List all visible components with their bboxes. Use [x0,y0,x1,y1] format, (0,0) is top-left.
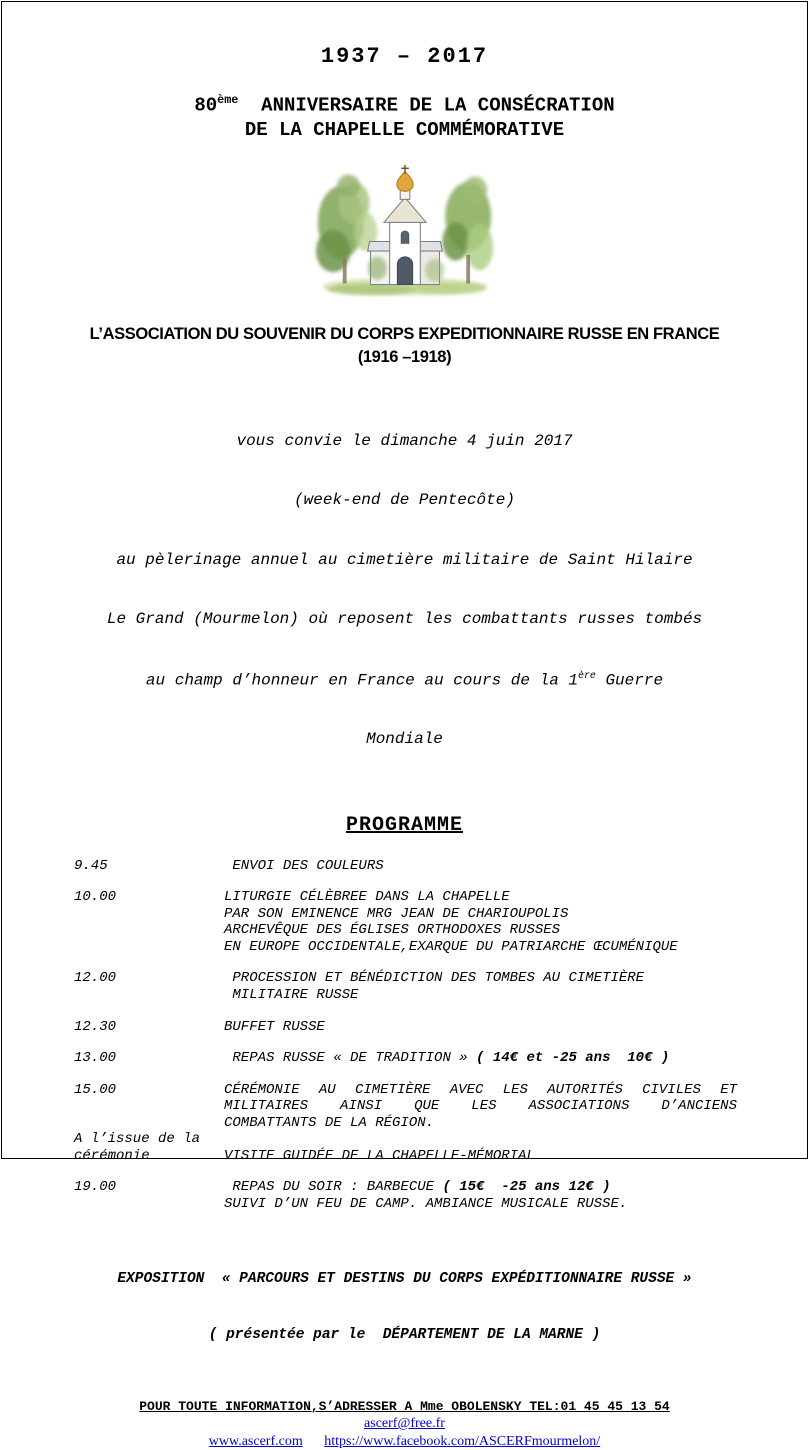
programme-item-description: VISITE GUIDÉE DE LA CHAPELLE-MÉMORIAL [224,1147,535,1164]
contact-info: POUR TOUTE INFORMATION,S’ADRESSER A Mme OBOLENSKY TEL:01 45 45 13 54 [139,1398,670,1414]
programme-item-description: REPAS RUSSE « DE TRADITION » ( 14€ et -25 ans 10€ ) [224,1050,670,1067]
chapel-door [397,257,412,285]
invitation-line: au champ d’honneur en France au cours de la 1ère Guerre [145,669,664,689]
facebook-link[interactable]: https://www.facebook.com/ASCERFmourmelon/ [324,1433,601,1449]
email-link[interactable]: ascerf@free.fr [364,1415,445,1431]
programme-item-time: 13.00 [74,1050,117,1067]
left-tree [315,175,376,273]
anniversary-title [2,93,807,143]
flyer-page [1,1,808,1449]
exposition-text [2,1232,807,1383]
anniversary-line-2: DE LA CHAPELLE COMMÉMORATIVE [244,119,565,142]
programme-item [74,889,737,955]
programme-item-time: 12.00 [74,970,117,987]
programme-item [74,1179,737,1212]
programme-item-description: CÉRÉMONIE AU CIMETIÈRE AVEC LES AUTORITÉS CIVILES ET MILITAIRES AINSI QUE LES ASSOCIATIONS D’ANCIENS COMBATTANTS DE LA RÉGION. [224,1081,737,1131]
years-title: 1937 – 2017 [320,44,489,69]
cross [401,165,409,174]
association-title [2,323,807,368]
association-name: L’ASSOCIATION DU SOUVENIR DU CORPS EXPEDITIONNAIRE RUSSE EN FRANCE [89,325,720,344]
programme-item-time: 15.00 [74,1081,117,1098]
programme-item-description: BUFFET RUSSE [224,1018,325,1035]
programme-item-time: 10.00 [74,889,117,906]
programme-item-time: 9.45 [74,857,108,874]
exposition-line-2: ( présentée par le DÉPARTEMENT DE LA MARNE ) [208,1327,601,1344]
invitation-line: Mondiale [366,730,443,749]
programme-item [74,1050,737,1067]
invitation-line: vous convie le dimanche 4 juin 2017 [236,431,573,450]
exposition-line-1: EXPOSITION « PARCOURS ET DESTINS DU CORPS EXPÉDITIONNAIRE RUSSE » [117,1270,692,1287]
programme-heading: PROGRAMME [345,813,464,837]
association-years: (1916 –1918) [357,347,452,366]
invitation-text [2,392,807,790]
programme-item [74,1131,737,1164]
website-link[interactable]: www.ascerf.com [208,1433,303,1449]
programme-list [2,837,807,1212]
programme-item-time: A l’issue de la cérémonie [74,1131,201,1164]
programme-item-description: PROCESSION ET BÉNÉDICTION DES TOMBES AU CIMETIÈRE MILITAIRE RUSSE [224,970,645,1003]
programme-item [74,1019,737,1036]
programme-item-description: REPAS DU SOIR : BARBECUE ( 15€ -25 ans 12€ ) SUIVI D’UN FEU DE CAMP. AMBIANCE MUSICALE RUSSE. [224,1179,628,1212]
programme-item-description: ENVOI DES COULEURS [224,857,384,874]
programme-item-time: 12.30 [74,1018,117,1035]
programme-item-description: LITURGIE CÉLÈBREE DANS LA CHAPELLE PAR SON EMINENCE MRG JEAN DE CHARIOUPOLIS ARCHEVÊQUE DES ÉGLISES ORTHODOXES RUSSES EN EUROPE OCCIDENTALE,EXARQUE DU PATRIARCHE ŒCUMÉNIQUE [224,889,678,955]
programme-item [74,1082,737,1132]
chapel-illustration [312,163,498,297]
golden-dome [396,172,412,192]
programme-item [74,970,737,1003]
invitation-line: (week-end de Pentecôte) [294,491,515,510]
programme-item-time: 19.00 [74,1179,117,1196]
anniversary-line-1: 80ème ANNIVERSAIRE DE LA CONSÉCRATION [194,93,615,117]
invitation-line: Le Grand (Mourmelon) où reposent les combattants russes tombés [106,610,703,629]
invitation-line: au pèlerinage annuel au cimetière militaire de Saint Hilaire [116,550,693,569]
programme-item [74,858,737,875]
